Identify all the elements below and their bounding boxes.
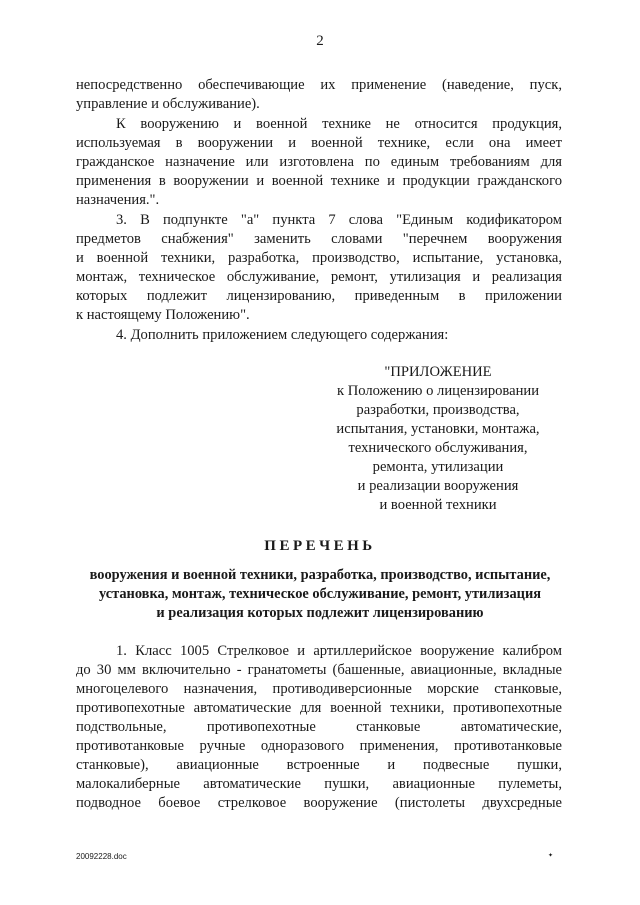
text-line: противотанковые ручные одноразового применения, противотанковые: [76, 738, 562, 754]
text-line: станковые), авиационные встроенные и подвесные пушки,: [76, 757, 562, 773]
appendix-line: разработки, производства,: [356, 402, 520, 418]
text-line: малокалиберные автоматические пушки, авиационные пулеметы,: [76, 776, 562, 792]
text-line: гражданское назначение или изготовлена по единым требованиям для: [76, 154, 562, 170]
list-subtitle-line: вооружения и военной техники, разработка, производство, испытание,: [89, 567, 551, 583]
text-line: назначения.".: [76, 192, 160, 208]
text-line: управление и обслуживание).: [76, 96, 260, 112]
appendix-line: и военной техники: [379, 497, 497, 513]
text-line: многоцелевого назначения, противодиверсионные морские станковые,: [76, 681, 562, 697]
appendix-line: испытания, установки, монтажа,: [336, 421, 540, 437]
appendix-heading: "ПРИЛОЖЕНИЕ: [384, 364, 492, 380]
text-line: монтаж, техническое обслуживание, ремонт, утилизация и реализация: [76, 269, 562, 285]
appendix-line: ремонта, утилизации: [372, 459, 504, 475]
text-line: и военной техники, разработка, производство, испытание, установка,: [76, 250, 562, 266]
text-line: подствольные, противопехотные станковые автоматические,: [76, 719, 562, 735]
page-number: 2: [316, 33, 324, 49]
text-line: которых подлежит лицензированию, приведенным в приложении: [76, 288, 562, 304]
appendix-line: к Положению о лицензировании: [336, 383, 540, 399]
text-line: 4. Дополнить приложением следующего содержания:: [116, 327, 449, 343]
text-line: К вооружению и военной технике не относится продукция,: [116, 116, 562, 132]
footer-filename: 20092228.doc: [76, 852, 127, 861]
text-line: непосредственно обеспечивающие их применение (наведение, пуск,: [76, 77, 562, 93]
text-line: противопехотные автоматические для военной техники, противопехотные: [76, 700, 562, 716]
text-line: к настоящему Положению".: [76, 307, 250, 323]
list-title: ПЕРЕЧЕНЬ: [264, 538, 376, 554]
text-line: применения в вооружении и военной технике и продукции гражданского: [76, 173, 562, 189]
appendix-line: и реализации вооружения: [357, 478, 519, 494]
text-line: предметов снабжения" заменить словами "перечнем вооружения: [76, 231, 562, 247]
appendix-line: технического обслуживания,: [348, 440, 528, 456]
text-line: подводное боевое стрелковое вооружение (пистолеты двухсредные: [76, 795, 562, 811]
text-line: 3. В подпункте "а" пункта 7 слова "Единым кодификатором: [116, 212, 562, 228]
text-line: до 30 мм включительно - гранатометы (башенные, авиационные, вкладные: [76, 662, 562, 678]
text-line: 1. Класс 1005 Стрелковое и артиллерийское вооружение калибром: [116, 643, 562, 659]
text-line: используемая в вооружении и военной технике, если она имеет: [76, 135, 562, 151]
list-subtitle-line: установка, монтаж, техническое обслуживание, ремонт, утилизация: [98, 586, 542, 602]
list-subtitle-line: и реализация которых подлежит лицензированию: [156, 605, 484, 621]
footer-mark: ✦: [548, 853, 554, 859]
